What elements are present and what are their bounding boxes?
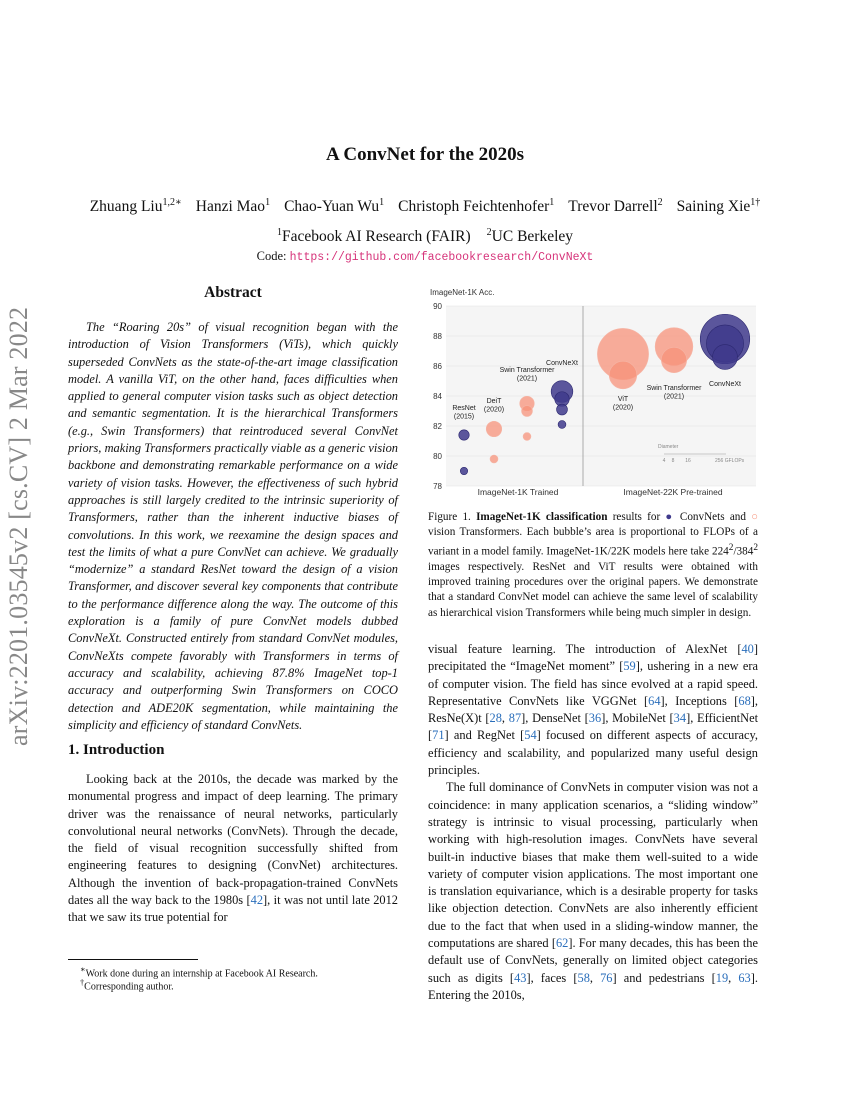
affiliation: $^2$UC Berkeley (486, 227, 574, 246)
data-bubble (558, 421, 566, 429)
citation-link[interactable]: 34 (673, 711, 687, 726)
y-axis-title: ImageNet-1K Acc. (430, 288, 495, 297)
citation-link[interactable]: 59 (623, 659, 636, 674)
group-label-1k: ImageNet-1K Trained (477, 487, 559, 497)
y-tick-label: 78 (433, 482, 442, 491)
data-bubble (490, 455, 498, 463)
right-column-text (428, 641, 758, 1004)
paper-title: A ConvNet for the 2020s (325, 144, 525, 165)
bubble-label: (2021) (516, 375, 538, 383)
bubble-label: (2015) (453, 413, 475, 421)
size-legend-tick: 8 (671, 458, 675, 464)
footnote-1: ∗Work done during an internship at Facebook AI Research. (80, 965, 318, 980)
citation-link[interactable]: 42 (250, 893, 264, 908)
bubble-label: DeiT (486, 398, 502, 405)
citation-link[interactable]: 62 (555, 936, 569, 951)
right-paragraph-1: visual feature learning. The introduction of AlexNet [40] precipitated the “ImageNet moment” [59], ushering in a new era of computer vision. The field has since evolved at a rapid speed. Representative ConvNets like VGGNet [64], Inceptions [68], ResNe(X)t [28, 87], DenseNet [36], MobileNet [34], EfficientNet [71] and RegNet [54] focused on different aspects of accuracy, efficiency and scalability, and popularized many useful design principles. (428, 642, 759, 778)
section-heading-introduction: 1. Introduction (68, 742, 165, 758)
bubble-label: Swin Transformer (646, 385, 702, 392)
y-tick-label: 88 (433, 332, 442, 341)
data-bubble (557, 404, 568, 415)
y-tick-label: 86 (433, 362, 442, 371)
citation-link[interactable]: 71 (432, 728, 445, 743)
affiliation: $^1$Facebook AI Research (FAIR) (276, 227, 471, 246)
bubble-label: (2020) (612, 404, 634, 412)
data-bubble (522, 406, 533, 417)
author-name: Saining Xie$^{1\dagger}$ (676, 197, 761, 216)
author-name: Hanzi Mao$^1$ (195, 197, 271, 216)
citation-link[interactable]: 19 (715, 970, 729, 985)
bubble-label: Swin Transformer (499, 367, 555, 374)
size-legend-tick: 256 GFLOPs (715, 458, 745, 464)
data-bubble (661, 347, 686, 372)
abstract-text: The “Roaring 20s” of visual recognition began with the introduction of Vision Transformers (ViTs), which quickly superseded ConvNets as the state-of-the-art image classification model. A vanilla ViT, on the other hand, faces difficulties when applied to general computer vision tasks such as object detection and semantic segmentation. It is the hierarchical Transformers (e.g., Swin Transformers) that reintroduced several ConvNet priors, making Transformers practically viable as a generic vision backbone and demonstrating remarkable performance on a wide variety of vision tasks. However, the effectiveness of such hybrid approaches is still largely credited to the intrinsic superiority of Transformers, rather than the inherent inductive biases of convolutions. In this work, we reexamine the design spaces and test the limits of what a pure ConvNet can achieve. We gradually “modernize” a standard ResNet toward the design of a vision Transformer, and discover several key components that contribute to the performance difference along the way. The outcome of this exploration is a family of pure ConvNet models dubbed ConvNeXt. Constructed entirely from standard ConvNet modules, ConvNeXts compete favorably with Transformers in terms of accuracy and scalability, achieving 87.8% ImageNet top-1 accuracy and outperforming Swin Transformers on COCO detection and ADE20K segmentation, while maintaining the simplicity and efficiency of standard ConvNets. (68, 320, 398, 732)
data-bubble (460, 467, 467, 474)
data-bubble (459, 430, 469, 440)
size-legend-tick: 16 (685, 458, 691, 464)
right-paragraph-2: The full dominance of ConvNets in computer vision was not a coincidence: in many application scenarios, a “sliding window” strategy is intrinsic to visual processing, particularly when working with high-resolution images. ConvNets have several built-in inductive biases that make them well-suited to a wide variety of computer vision applications. The most important one is translation equivariance, which is a desirable property for tasks like objection detection. ConvNets are also inherently efficient due to the fact that when used in a sliding-window manner, the computations are shared [62]. For many decades, this has been the default use of ConvNets, generally on limited object categories such as digits [43], faces [58, 76] and pedestrians [19, 63]. Entering the 2010s, (428, 780, 758, 1002)
code-label: Code: (256, 249, 287, 263)
citation-link[interactable]: 43 (514, 970, 527, 985)
intro-paragraph: Looking back at the 2010s, the decade was marked by the monumental progress and impact of deep learning. The primary driver was the renaissance of neural networks, particularly convolutional neural networks (ConvNets). Through the decade, the field of visual recognition successfully shifted from engineering features to designing (ConvNet) architectures. Although the invention of back-propagation-trained ConvNets dates all the way back to the 1980s [42], it was not until late 2012 that we saw its true potential for (68, 772, 398, 925)
citation-link[interactable]: 63 (738, 970, 751, 985)
bubble-label: ViT (617, 396, 629, 403)
bubble-label: ConvNeXt (546, 360, 578, 367)
data-bubble (486, 421, 502, 437)
data-bubble (523, 433, 531, 441)
citation-link[interactable]: 36 (588, 711, 602, 726)
y-tick-label: 84 (433, 392, 442, 401)
citation-link[interactable]: 64 (648, 693, 661, 708)
transformer-marker: ○ (751, 511, 758, 523)
size-legend-tick: 4 (662, 458, 666, 464)
y-tick-label: 80 (433, 452, 442, 461)
citation-link[interactable]: 58 (577, 970, 590, 985)
author-name: Christoph Feichtenhofer$^1$ (398, 197, 555, 216)
arxiv-stamp: arXiv:2201.03545v2 [cs.CV] 2 Mar 2022 (4, 306, 33, 746)
figure-1-bubble-chart (418, 284, 758, 498)
figure-1-caption: Figure 1. ImageNet-1K classification results for ● ConvNets and ○ vision Transformers. Each bubble’s area is proportional to FLOPs of a variant in a model family. ImageNet-1K/22K models here take $224^2/384^2$ images respectively. ResNet and ViT results were obtained with improved training procedures over the original papers. We demonstrate that a standard ConvNet model can achieve the same level of scalability as hierarchical vision Transformers while being much simpler in design. (428, 511, 758, 619)
y-tick-label: 82 (433, 422, 442, 431)
citation-link[interactable]: 54 (524, 728, 537, 743)
affiliations (0, 227, 850, 246)
code-line (0, 249, 850, 264)
data-bubble (609, 361, 637, 389)
author-name: Zhuang Liu$^{1,2∗}$ (89, 197, 182, 216)
abstract-heading: Abstract (204, 284, 262, 301)
convnet-marker: ● (665, 511, 675, 523)
bubble-label: (2021) (663, 393, 685, 401)
author-list (0, 197, 850, 216)
citation-link[interactable]: 87 (508, 711, 522, 726)
data-bubble (713, 345, 738, 370)
citation-link[interactable]: 40 (741, 642, 754, 656)
footnote-rule (68, 959, 198, 960)
size-legend-title: Diameter (658, 444, 679, 450)
code-link[interactable]: https://github.com/facebookresearch/ConvNeXt (289, 251, 594, 264)
bubble-label: ConvNeXt (709, 381, 741, 388)
citation-link[interactable]: 68 (738, 693, 751, 708)
citation-link[interactable]: 28 (489, 711, 502, 726)
bubble-label: ResNet (452, 405, 476, 412)
bubble-label: (2020) (483, 406, 505, 414)
group-label-22k: ImageNet-22K Pre-trained (623, 487, 723, 497)
author-name: Chao-Yuan Wu$^1$ (284, 197, 385, 216)
footnote-2: †Corresponding author. (80, 978, 174, 993)
citation-link[interactable]: 76 (600, 970, 613, 985)
y-tick-label: 90 (433, 302, 442, 311)
author-name: Trevor Darrell$^2$ (568, 197, 663, 216)
